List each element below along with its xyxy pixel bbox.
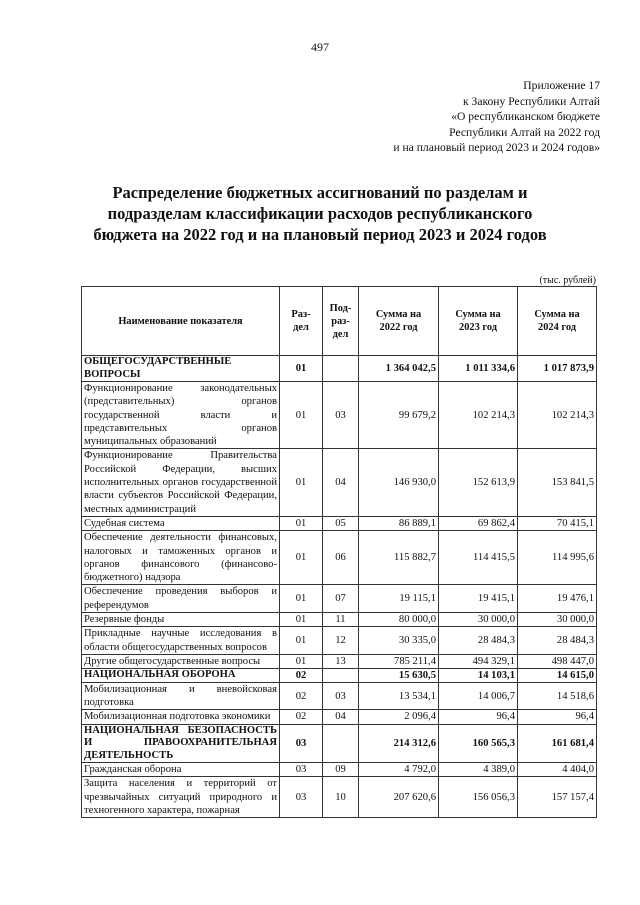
row-sum-2022: 99 679,2 xyxy=(359,382,439,449)
appendix-line: Приложение 17 xyxy=(523,79,600,92)
row-section: 03 xyxy=(280,777,323,818)
row-section: 03 xyxy=(280,724,323,763)
row-sum-2024: 157 157,4 xyxy=(518,777,597,818)
row-name: НАЦИОНАЛЬНАЯ ОБОРОНА xyxy=(82,669,280,683)
row-sum-2023: 494 329,1 xyxy=(439,654,518,668)
row-subsection xyxy=(323,356,359,382)
row-sum-2022: 146 930,0 xyxy=(359,449,439,516)
row-sum-2024: 114 995,6 xyxy=(518,531,597,585)
table-row xyxy=(82,710,597,724)
row-name: Резервные фонды xyxy=(82,613,280,627)
row-section: 01 xyxy=(280,654,323,668)
row-section: 02 xyxy=(280,669,323,683)
row-section: 01 xyxy=(280,516,323,530)
row-sum-2023: 14 103,1 xyxy=(439,669,518,683)
row-sum-2024: 102 214,3 xyxy=(518,382,597,449)
row-sum-2022: 785 211,4 xyxy=(359,654,439,668)
title-line: Распределение бюджетных ассигнований по разделам и xyxy=(112,183,528,202)
budget-table xyxy=(81,286,597,818)
row-section: 01 xyxy=(280,356,323,382)
row-sum-2023: 4 389,0 xyxy=(439,763,518,777)
table-row xyxy=(82,724,597,763)
row-sum-2023: 102 214,3 xyxy=(439,382,518,449)
row-sum-2023: 152 613,9 xyxy=(439,449,518,516)
row-sum-2023: 160 565,3 xyxy=(439,724,518,763)
row-sum-2023: 28 484,3 xyxy=(439,627,518,655)
row-name: Функционирование законодательных (представительных) органов государственной власти и представительных органов муниципальных образований xyxy=(82,382,280,449)
row-sum-2023: 96,4 xyxy=(439,710,518,724)
appendix-note xyxy=(393,78,600,156)
row-sum-2024: 70 415,1 xyxy=(518,516,597,530)
row-sum-2022: 80 000,0 xyxy=(359,613,439,627)
units-label: (тыс. рублей) xyxy=(539,275,596,286)
appendix-line: и на плановый период 2023 и 2024 годов» xyxy=(393,141,600,154)
table-row xyxy=(82,449,597,516)
row-subsection: 05 xyxy=(323,516,359,530)
row-sum-2022: 207 620,6 xyxy=(359,777,439,818)
row-name: Защита населения и территорий от чрезвычайных ситуаций природного и техногенного характера, пожарная xyxy=(82,777,280,818)
table-body xyxy=(82,356,597,818)
row-name: Мобилизационная и вневойсковая подготовка xyxy=(82,682,280,710)
row-sum-2024: 153 841,5 xyxy=(518,449,597,516)
row-sum-2023: 69 862,4 xyxy=(439,516,518,530)
row-sum-2023: 114 415,5 xyxy=(439,531,518,585)
table-row xyxy=(82,654,597,668)
row-subsection: 12 xyxy=(323,627,359,655)
row-sum-2022: 115 882,7 xyxy=(359,531,439,585)
table-row xyxy=(82,613,597,627)
row-subsection: 07 xyxy=(323,585,359,613)
row-section: 01 xyxy=(280,449,323,516)
header-sum-2022: Сумма на 2022 год xyxy=(359,287,439,356)
row-subsection: 04 xyxy=(323,710,359,724)
row-sum-2024: 19 476,1 xyxy=(518,585,597,613)
row-section: 02 xyxy=(280,710,323,724)
row-sum-2022: 2 096,4 xyxy=(359,710,439,724)
row-sum-2022: 214 312,6 xyxy=(359,724,439,763)
table-row xyxy=(82,531,597,585)
document-title xyxy=(60,182,580,245)
table-row xyxy=(82,516,597,530)
row-sum-2022: 30 335,0 xyxy=(359,627,439,655)
row-name: ОБЩЕГОСУДАРСТВЕННЫЕ ВОПРОСЫ xyxy=(82,356,280,382)
row-subsection: 06 xyxy=(323,531,359,585)
row-name: Функционирование Правительства Российской Федерации, высших исполнительных органов государственной власти субъектов Российской Федерации, местных администраций xyxy=(82,449,280,516)
row-name: Обеспечение деятельности финансовых, налоговых и таможенных органов и органов финансового (финансово-бюджетного) надзора xyxy=(82,531,280,585)
appendix-line: «О республиканском бюджете xyxy=(451,110,600,123)
row-sum-2024: 28 484,3 xyxy=(518,627,597,655)
row-name: Прикладные научные исследования в области общегосударственных вопросов xyxy=(82,627,280,655)
row-section: 01 xyxy=(280,382,323,449)
row-sum-2024: 4 404,0 xyxy=(518,763,597,777)
row-subsection: 04 xyxy=(323,449,359,516)
table-row xyxy=(82,585,597,613)
row-name: Обеспечение проведения выборов и референдумов xyxy=(82,585,280,613)
row-sum-2024: 498 447,0 xyxy=(518,654,597,668)
page-number: 497 xyxy=(311,40,329,54)
header-sum-2023: Сумма на 2023 год xyxy=(439,287,518,356)
table-row xyxy=(82,682,597,710)
row-sum-2022: 15 630,5 xyxy=(359,669,439,683)
row-name: Мобилизационная подготовка экономики xyxy=(82,710,280,724)
row-sum-2023: 156 056,3 xyxy=(439,777,518,818)
table-row xyxy=(82,627,597,655)
row-section: 03 xyxy=(280,763,323,777)
row-subsection: 10 xyxy=(323,777,359,818)
table-header-row xyxy=(82,287,597,356)
title-line: подразделам классификации расходов республиканского xyxy=(107,204,533,223)
row-section: 01 xyxy=(280,585,323,613)
row-sum-2024: 14 615,0 xyxy=(518,669,597,683)
appendix-line: Республики Алтай на 2022 год xyxy=(449,125,600,139)
row-sum-2024: 14 518,6 xyxy=(518,682,597,710)
row-name: Гражданская оборона xyxy=(82,763,280,777)
header-sum-2024: Сумма на 2024 год xyxy=(518,287,597,356)
row-subsection: 09 xyxy=(323,763,359,777)
row-name: Судебная система xyxy=(82,516,280,530)
table-row xyxy=(82,763,597,777)
row-subsection xyxy=(323,669,359,683)
row-subsection: 03 xyxy=(323,682,359,710)
row-sum-2023: 30 000,0 xyxy=(439,613,518,627)
header-section: Раз- дел xyxy=(280,287,323,356)
title-line: бюджета на 2022 год и на плановый период 2023 и 2024 годов xyxy=(93,225,547,244)
row-sum-2022: 86 889,1 xyxy=(359,516,439,530)
row-sum-2024: 96,4 xyxy=(518,710,597,724)
row-subsection: 11 xyxy=(323,613,359,627)
header-subsection: Под- раз- дел xyxy=(323,287,359,356)
row-sum-2022: 13 534,1 xyxy=(359,682,439,710)
row-name: Другие общегосударственные вопросы xyxy=(82,654,280,668)
row-sum-2022: 4 792,0 xyxy=(359,763,439,777)
row-section: 01 xyxy=(280,613,323,627)
table-row xyxy=(82,777,597,818)
row-sum-2022: 19 115,1 xyxy=(359,585,439,613)
row-subsection: 13 xyxy=(323,654,359,668)
row-sum-2023: 19 415,1 xyxy=(439,585,518,613)
row-subsection xyxy=(323,724,359,763)
table-row xyxy=(82,356,597,382)
table-row xyxy=(82,382,597,449)
row-sum-2023: 1 011 334,6 xyxy=(439,356,518,382)
row-sum-2024: 1 017 873,9 xyxy=(518,356,597,382)
row-subsection: 03 xyxy=(323,382,359,449)
row-section: 02 xyxy=(280,682,323,710)
row-name: НАЦИОНАЛЬНАЯ БЕЗОПАСНОСТЬ И ПРАВООХРАНИТЕЛЬНАЯ ДЕЯТЕЛЬНОСТЬ xyxy=(82,724,280,763)
row-sum-2023: 14 006,7 xyxy=(439,682,518,710)
row-sum-2024: 30 000,0 xyxy=(518,613,597,627)
row-sum-2024: 161 681,4 xyxy=(518,724,597,763)
header-name: Наименование показателя xyxy=(82,287,280,356)
table-row xyxy=(82,669,597,683)
row-section: 01 xyxy=(280,531,323,585)
appendix-line: к Закону Республики Алтай xyxy=(462,94,600,108)
row-sum-2022: 1 364 042,5 xyxy=(359,356,439,382)
row-section: 01 xyxy=(280,627,323,655)
